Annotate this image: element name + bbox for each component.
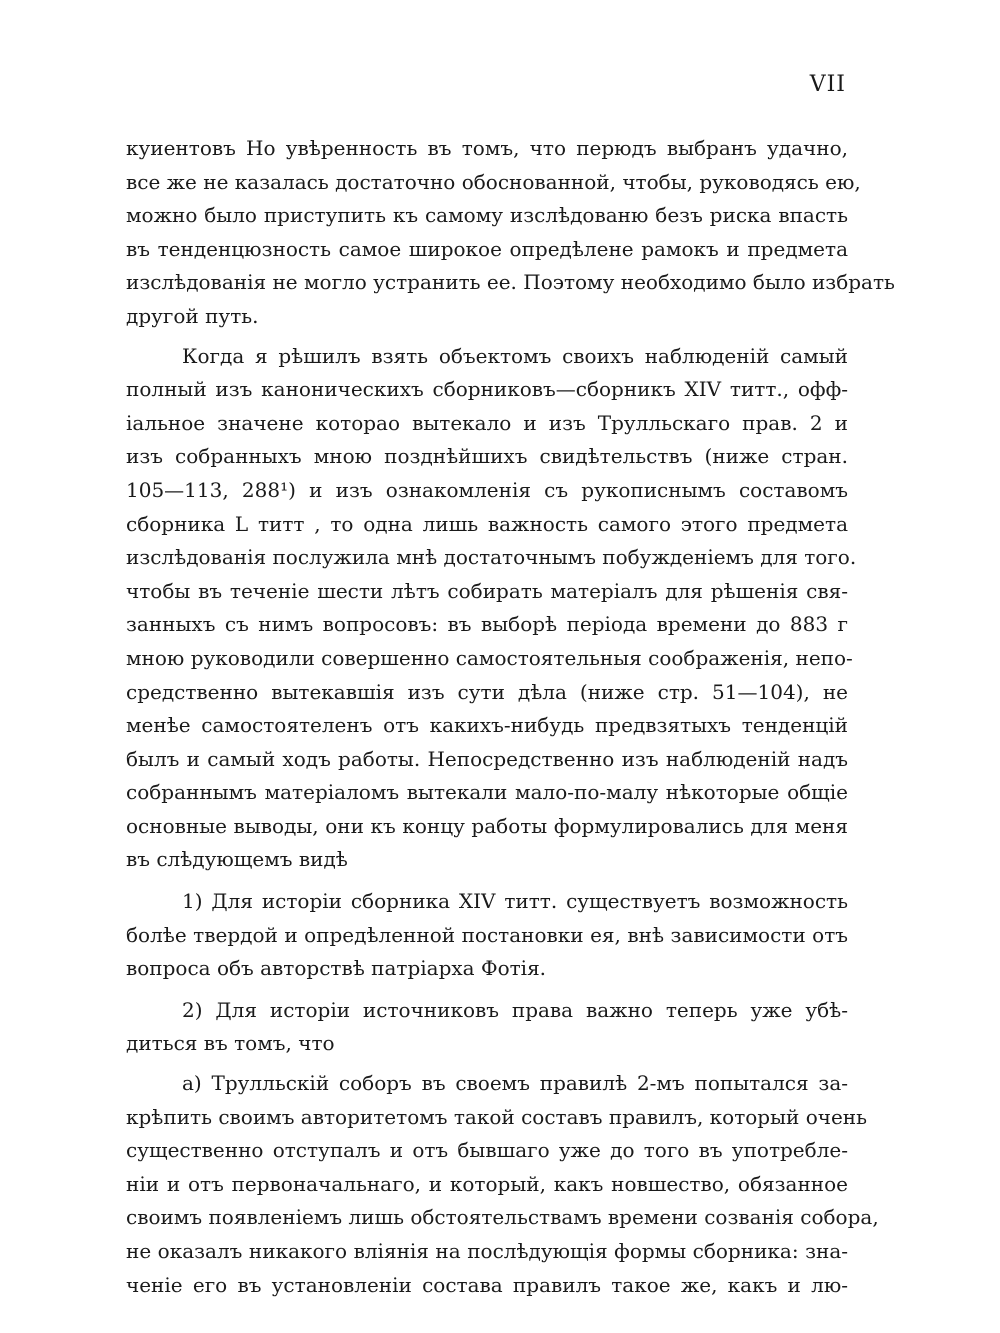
text-line: а) Трулльскій соборъ въ своемъ правилѣ 2-мъ попытался за-	[182, 1071, 848, 1096]
text-line: вопроса объ авторствѣ патріарха Фотія.	[126, 956, 547, 981]
text-line: въ тенденцюзность самое широкое опредѣлене рамокъ и предмета	[126, 236, 848, 261]
text-line: собраннымъ матеріаломъ вытекали мало-по-малу нѣкоторые общіе	[126, 780, 848, 805]
text-line: іальное значене которао вытекало и изъ Трулльскаго прав. 2 и	[126, 410, 848, 435]
text-line: не оказалъ никакого вліянія на послѣдующія формы сборника: зна-	[126, 1239, 848, 1263]
text-line: сборника L титт , то одна лишь важность самого этого предмета	[126, 511, 848, 536]
page-number: VII	[809, 72, 846, 97]
body-text	[126, 132, 895, 1302]
text-line: Когда я рѣшилъ взять объектомъ своихъ наблюденій самый	[182, 343, 848, 368]
text-line: 1) Для исторіи сборника XIV титт. существуетъ возможность	[182, 889, 848, 914]
text-line: болѣе твердой и опредѣленной постановки ея, внѣ зависимости отъ	[126, 922, 848, 947]
text-line: менѣе самостоятеленъ отъ какихъ-нибудь предвзятыхъ тенденцій	[126, 713, 848, 738]
text-line: своимъ появленіемъ лишь обстоятельствамъ времени созванія собора,	[126, 1205, 879, 1230]
text-line: основные выводы, они къ концу работы формулировались для меня	[126, 813, 848, 838]
text-line: занныхъ съ нимъ вопросовъ: въ выборѣ періода времени до 883 г	[126, 612, 848, 637]
text-line: въ слѣдующемъ видѣ	[126, 847, 348, 872]
text-line: 2) Для исторіи источниковъ права важно теперь уже убѣ-	[182, 997, 848, 1022]
text-line: существенно отступалъ и отъ бывшаго уже до того въ употребле-	[126, 1138, 848, 1163]
text-line: ніи и отъ первоначальнаго, и который, какъ новшество, обязанное	[126, 1171, 848, 1196]
text-line: диться въ томъ, что	[126, 1031, 335, 1056]
text-line: можно было приступить къ самому изслѣдованю безъ риска впасть	[126, 203, 848, 228]
text-line: изъ собранныхъ мною позднѣйшихъ свидѣтельствъ (ниже стран.	[126, 444, 848, 469]
text-line: изслѣдованія не могло устранить ее. Поэтому необходимо было избрать	[126, 270, 895, 295]
text-line: былъ и самый ходъ работы. Непосредственно изъ наблюденій надъ	[126, 746, 848, 771]
text-line: чтобы въ теченіе шести лѣтъ собирать матеріалъ для рѣшенія свя-	[126, 578, 848, 603]
text-line: все же не казалась достаточно обоснованной, чтобы, руководясь ею,	[126, 169, 861, 194]
text-line: изслѣдованія послужила мнѣ достаточнымъ побужденіемъ для того.	[126, 545, 857, 570]
text-line: полный изъ каноническихъ сборниковъ—сборникъ XIV титт., офф-	[126, 377, 848, 402]
text-line: куиентовъ Но увѣренность въ томъ, что перюдъ выбранъ удачно,	[126, 136, 848, 160]
text-line: 105—113, 288¹) и изъ ознакомленія съ рукописнымъ составомъ	[126, 477, 848, 502]
text-line: крѣпить своимъ авторитетомъ такой составъ правилъ, который очень	[126, 1104, 868, 1129]
text-line: ченіе его въ установленіи состава правилъ такое же, какъ и лю-	[126, 1272, 848, 1297]
text-line: другой путь.	[126, 303, 259, 328]
text-line: средственно вытекавшія изъ сути дѣла (ниже стр. 51—104), не	[126, 679, 848, 704]
text-line: мною руководили совершенно самостоятельныя соображенія, непо-	[126, 645, 853, 670]
